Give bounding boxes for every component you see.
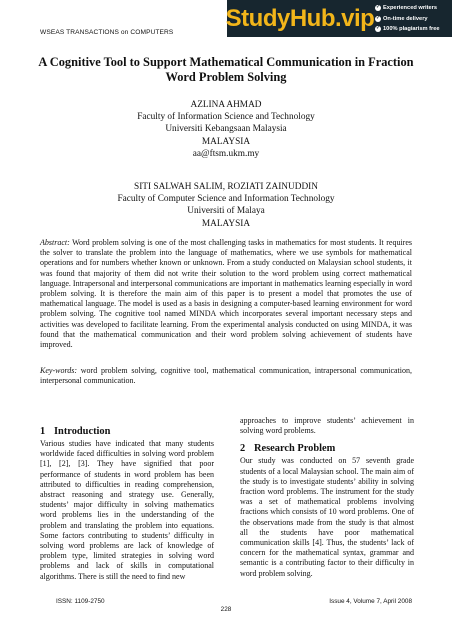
journal-name: WSEAS TRANSACTIONS on COMPUTERS — [40, 29, 174, 36]
research-problem-paragraph: Our study was conducted on 57 seventh grade students of a local Malaysian school. The main aim of the study is to investigate students’ ability in solving fraction word problems. The instrument for the study was a set of mathematical problems involving fractions which consists of 10 word problems. One of the observations made from the study is that almost all the students have poor mathematical communication skills [4]. Thus, the students’ lack of concern for the mathematical syntax, grammar and semantic is a contributing factor to their difficulty in word problem solving. — [240, 456, 414, 578]
feature-item — [375, 14, 452, 25]
section-heading-introduction — [40, 425, 214, 438]
check-icon: ✓ — [375, 26, 381, 32]
keywords-label: Key-words: — [40, 366, 78, 375]
feature-label: Experienced writers — [383, 5, 438, 12]
studyhub-logo[interactable]: StudyHub.vip — [225, 4, 375, 32]
author-country: MALAYSIA — [201, 218, 251, 229]
author-country: MALAYSIA — [201, 136, 251, 147]
author-name: AZLINA AHMAD — [190, 100, 262, 110]
footer-issn: ISSN: 1109-2750 — [56, 598, 105, 605]
paper-title-line-1: A Cognitive Tool to Support Mathematical Communication in Fraction — [38, 55, 414, 69]
author-department: Faculty of Computer Science and Information Technology — [117, 194, 335, 205]
feature-list — [373, 0, 452, 37]
feature-label: 100% plagiarism free — [383, 26, 440, 33]
section-title: Introduction — [54, 426, 111, 437]
feature-item — [375, 3, 452, 14]
section-title: Research Problem — [254, 443, 336, 455]
introduction-paragraph: Various studies have indicated that many students worldwide faced difficulties in solving word problem [1], [2], [3]. They have signified that poor performance of students in word problem has been attributed to difficulties in reading comprehension, abstract reasoning and strategy use. Generally, students’ major difficulty in solving mathematics word problems lies in the understanding of the problem and translating the problem into equations. Some factors contributing to students’ difficulty in solving word problems are lack of knowledge of problem type, limited strategies in solving word problems and lack of skills in computational algorithms. There is still the need to find new — [40, 439, 214, 581]
check-icon: ✓ — [375, 15, 381, 21]
author-block-1 — [30, 99, 422, 160]
paper-title-line-2: Word Problem Solving — [165, 70, 287, 84]
studyhub-banner[interactable] — [227, 0, 452, 37]
section-heading-research-problem — [240, 442, 414, 455]
feature-item — [375, 24, 452, 35]
introduction-continued: approaches to improve students’ achievement in solving word problems. — [240, 416, 414, 436]
right-column — [240, 416, 414, 579]
paper-title — [20, 55, 432, 85]
page-number: 228 — [220, 606, 232, 613]
keywords — [40, 366, 412, 386]
abstract-text: Word problem solving is one of the most challenging tasks in mathematics for most students. It requires the solver to translate the problem into the language of mathematics, where we use symbols for mathematical operations and for numbers whether known or unknown. From a study conducted on Malaysian school students, it was found that majority of them did not write their solution to the word problem using correct mathematical language. Intrapersonal and interpersonal communications are important in mathematics learning especially in word problem solving. It is therefore the main aim of this paper is to present a model that promotes the use of mathematical language. The model is used as a basis in designing a computer-based learning environment for word problem solving. The cognitive tool named MINDA which incorporates several important necessary steps and activities was developed to facilitate learning. From the experimental analysis conducted on using MINDA, it was found that the mathematical communication and their word problem solving achievement of students have improved. — [40, 238, 412, 350]
abstract — [40, 238, 412, 350]
author-block-2 — [30, 181, 422, 230]
abstract-label: Abstract: — [40, 238, 70, 247]
section-number: 1 — [40, 426, 46, 437]
section-number: 2 — [240, 443, 246, 455]
author-department: Faculty of Information Science and Technology — [137, 112, 315, 123]
left-column — [40, 425, 214, 582]
author-email[interactable]: aa@ftsm.ukm.my — [192, 148, 260, 159]
feature-label: On-time delivery — [383, 15, 428, 22]
author-names: SITI SALWAH SALIM, ROZIATI ZAINUDDIN — [134, 182, 318, 192]
author-university: Universiti Kebangsaan Malaysia — [165, 124, 287, 135]
footer-issue: Issue 4, Volume 7, April 2008 — [329, 598, 412, 605]
keywords-text: word problem solving, cognitive tool, mathematical communication, intrapersonal communication, interpersonal communication. — [40, 366, 412, 386]
check-icon: ✓ — [375, 5, 381, 11]
author-university: Universiti of Malaya — [187, 206, 265, 217]
